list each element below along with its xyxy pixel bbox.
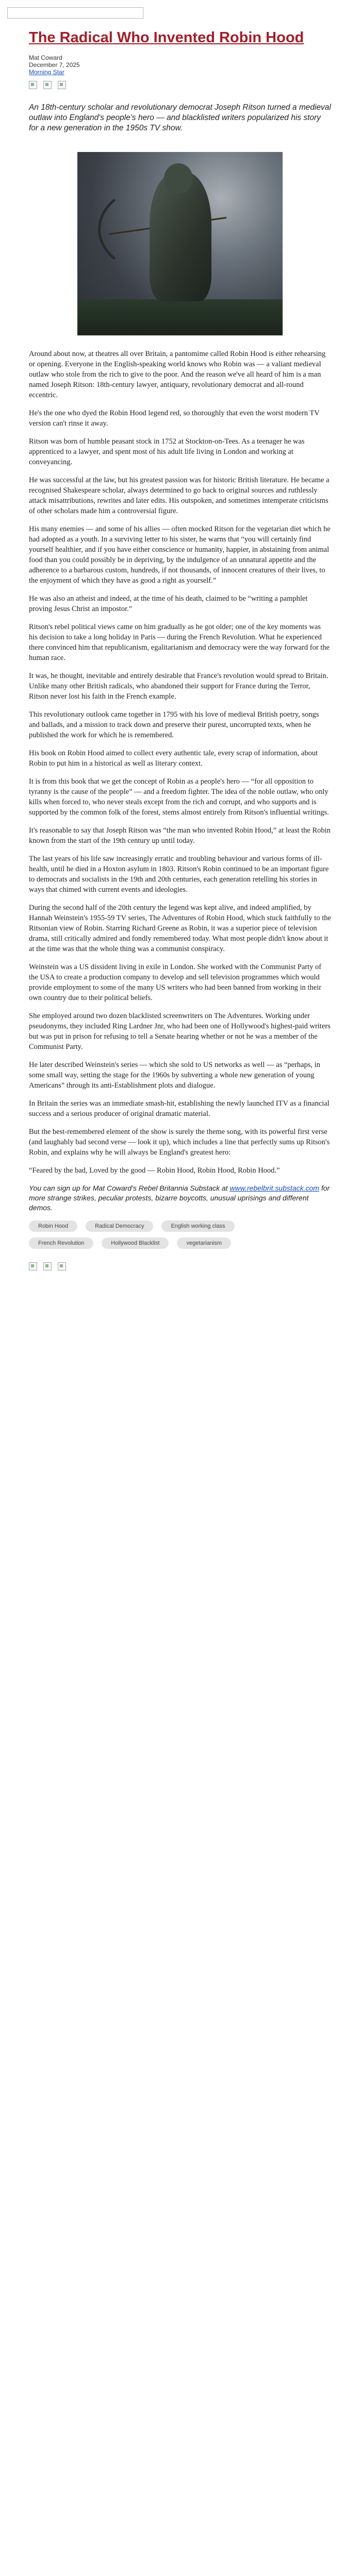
article-dek: An 18th-century scholar and revolutionary democrat Joseph Ritson turned a medieval outlaw into England's people's hero — and blacklisted writers popularized his story for a new generation in the 1950s TV show. (29, 103, 331, 132)
tag-chip[interactable]: Radical Democracy (86, 1221, 153, 1232)
substack-signup (29, 1183, 331, 1213)
article-paragraph: This revolutionary outlook came together in 1795 with his love of medieval British poetry, songs and ballads, and a mission to track down and preserve their purest, uncorrupted texts, when he published the work for which he is remembered. (29, 710, 319, 739)
article-paragraph: Weinstein was a US dissident living in exile in London. She worked with the Communist Party of the USA to create a production company to develop and sell television programmes which would provide employment to some of the many US writers who had been banned from working in their own country due to their political beliefs. (29, 963, 322, 1002)
article-paragraph: In Britain the series was an immediate smash-hit, establishing the newly launched ITV as a financial success and a serious producer of original dramatic material. (29, 1099, 330, 1118)
article-paragraph: Ritson was born of humble peasant stock in 1752 at Stockton-on-Tees. As a teenager he was apprenticed to a lawyer, and spent most of his adult life living in London and working at conveyancing. (29, 437, 305, 466)
tag-chip[interactable]: French Revolution (29, 1238, 93, 1249)
article-paragraph: “Feared by the bad, Loved by the good — Robin Hood, Robin Hood, Robin Hood.” (29, 1166, 280, 1175)
article-paragraph: His book on Robin Hood aimed to collect every authentic tale, every scrap of information, about Robin to put him in a historical as well as literary context. (29, 749, 318, 768)
byline (29, 54, 331, 76)
tag-chip[interactable]: English working class (161, 1221, 234, 1232)
share-icon-twitter-icon[interactable] (43, 81, 52, 89)
article-paragraph: It's reasonable to say that Joseph Ritson was “the man who invented Robin Hood,” at least the Robin known from the start of the 19th century up until today. (29, 826, 331, 845)
article-paragraph: During the second half of the 20th century the legend was kept alive, and indeed amplified, by Hannah Weinstein's 1955-59 TV series, The Adventures of Robin Hood, which stuck faithfully to the Ritsonian view of Robin. Starring Richard Greene as Robin, it was a superior piece of television drama, still critically admired and fondly remembered today. What most people didn't know about it at the time was that the whole thing was a communist conspiracy. (29, 904, 331, 953)
publication-link[interactable]: Morning Star (29, 69, 64, 76)
header-logo-placeholder[interactable] (7, 7, 143, 19)
tag-chip[interactable]: Robin Hood (29, 1221, 77, 1232)
article-paragraph: His many enemies — and some of his allies — often mocked Ritson for the vegetarian diet which he had adopted as a youth. In a surviving letter to his sister, he warns that “you will certainly find yourself healthier, and if you have either conscience or humanity, happier, in abstaining from animal food than you could possibly be in depriving, by the indulgence of an unnatural appetite and the adherence to a barbarous custom, hundreds, if not thousands, of innocent creatures of their lives, to the enjoyment of which they have as good a right as yourself.” (29, 525, 331, 585)
signup-prefix: You can sign up for Mat Coward's Rebel Britannia Substack at (29, 1184, 230, 1192)
social-icon-twitter-icon[interactable] (43, 1262, 52, 1270)
article-paragraph: He's the one who dyed the Robin Hood legend red, so thoroughly that even the worst modern TV version can't rinse it away. (29, 409, 320, 428)
hero-ground (77, 299, 283, 335)
social-icons (29, 1262, 331, 1270)
article-body (29, 349, 331, 1213)
article-title[interactable]: The Radical Who Invented Robin Hood (29, 29, 304, 46)
author-name: Mat Coward (29, 54, 62, 61)
article-paragraph: The last years of his life saw increasingly erratic and troubling behaviour and various forms of ill-health, until he died in a Hoxton asylum in 1803. Ritson's Robin continued to be an important figure to democrats and socialists in the 19th and 20th centuries, each generation retelling his stories in ways that chimed with current events and ideologies. (29, 855, 329, 894)
article (29, 30, 331, 1270)
article-paragraph: Around about now, at theatres all over Britain, a pantomime called Robin Hood is either rehearsing or opening. Everyone in the English-speaking world knows who Robin was — a valiant medieval outlaw who stole from the rich to give to the poor. And the reason we've all heard of him is a man named Joseph Ritson: 18th-century lawyer, antiquary, revolutionary democrat and all-round eccentric. (29, 350, 326, 399)
article-paragraph: It was, he thought, inevitable and entirely desirable that France's revolution would spread to Britain. Unlike many other British radicals, who abandoned their support for France during the Terror, Ritson never lost his faith in the French example. (29, 672, 329, 701)
tag-chip[interactable]: Hollywood Blacklist (102, 1238, 169, 1249)
article-paragraph: She employed around two dozen blacklisted screenwriters on The Adventures. Working under pseudonyms, they included Ring Lardner Jnr, who had been one of Hollywood's highest-paid writers but was put in prison for refusing to tell a Senate hearing whether or not he was a member of the Communist Party. (29, 1012, 331, 1051)
article-paragraph: He later described Weinstein's series — which she sold to US networks as well — as “perhaps, in some small way, setting the stage for the 1960s by subverting a whole new generation of young Americans” through its anti-Establishment plots and dialogue. (29, 1061, 320, 1090)
share-icon-email-icon[interactable] (58, 81, 66, 89)
tag-chip[interactable]: vegetarianism (177, 1238, 231, 1249)
article-paragraph: He was successful at the law, but his greatest passion was for historic British literature. He became a recognised Shakespeare scholar, always determined to go back to original sources and ruthlessly attack misattributions, rewrites and later edits. His outspoken, and sometimes intemperate criticisms of other scholars made him a controversial figure. (29, 476, 330, 515)
share-icons (29, 81, 331, 89)
article-paragraph: He was also an atheist and indeed, at the time of his death, claimed to be “writing a pamphlet proving Jesus Christ an impostor.” (29, 595, 308, 613)
signup-suffix: for more strange strikes, peculiar protests, bizarre boycotts, unusual uprisings and different demos. (29, 1184, 330, 1212)
publish-date: December 7, 2025 (29, 61, 80, 69)
hero-image-robin-hood-statue (77, 152, 283, 335)
social-icon-facebook-icon[interactable] (29, 1262, 37, 1270)
social-icon-email-icon[interactable] (58, 1262, 66, 1270)
article-paragraph: Ritson's rebel political views came on him gradually as he got older; one of the key moments was his decision to take a long holiday in Paris — during the French Revolution. What he experienced there convinced him that republicanism, egalitarianism and democracy were the way forward for the human race. (29, 623, 330, 662)
hero-statue-head (164, 163, 193, 194)
tag-list (29, 1221, 256, 1249)
substack-link[interactable]: www.rebelbrit.substack.com (229, 1184, 319, 1192)
article-paragraph: But the best-remembered element of the show is surely the theme song, with its powerful first verse (and laughably bad second verse — look it up), which includes a line that perfectly sums up Ritson's Robin, and explains why he will always be England's greatest hero: (29, 1128, 330, 1157)
share-icon-facebook-icon[interactable] (29, 81, 37, 89)
article-paragraph: It is from this book that we get the concept of Robin as a people's hero — “for all opposition to tyranny is the cause of the people” — and a freedom fighter. The idea of the noble outlaw, who only kills when forced to, who never steals except from the rich and corrupt, and who supports and is supported by the common folk of the forest, stems almost entirely from Ritson's influential writings. (29, 777, 329, 817)
